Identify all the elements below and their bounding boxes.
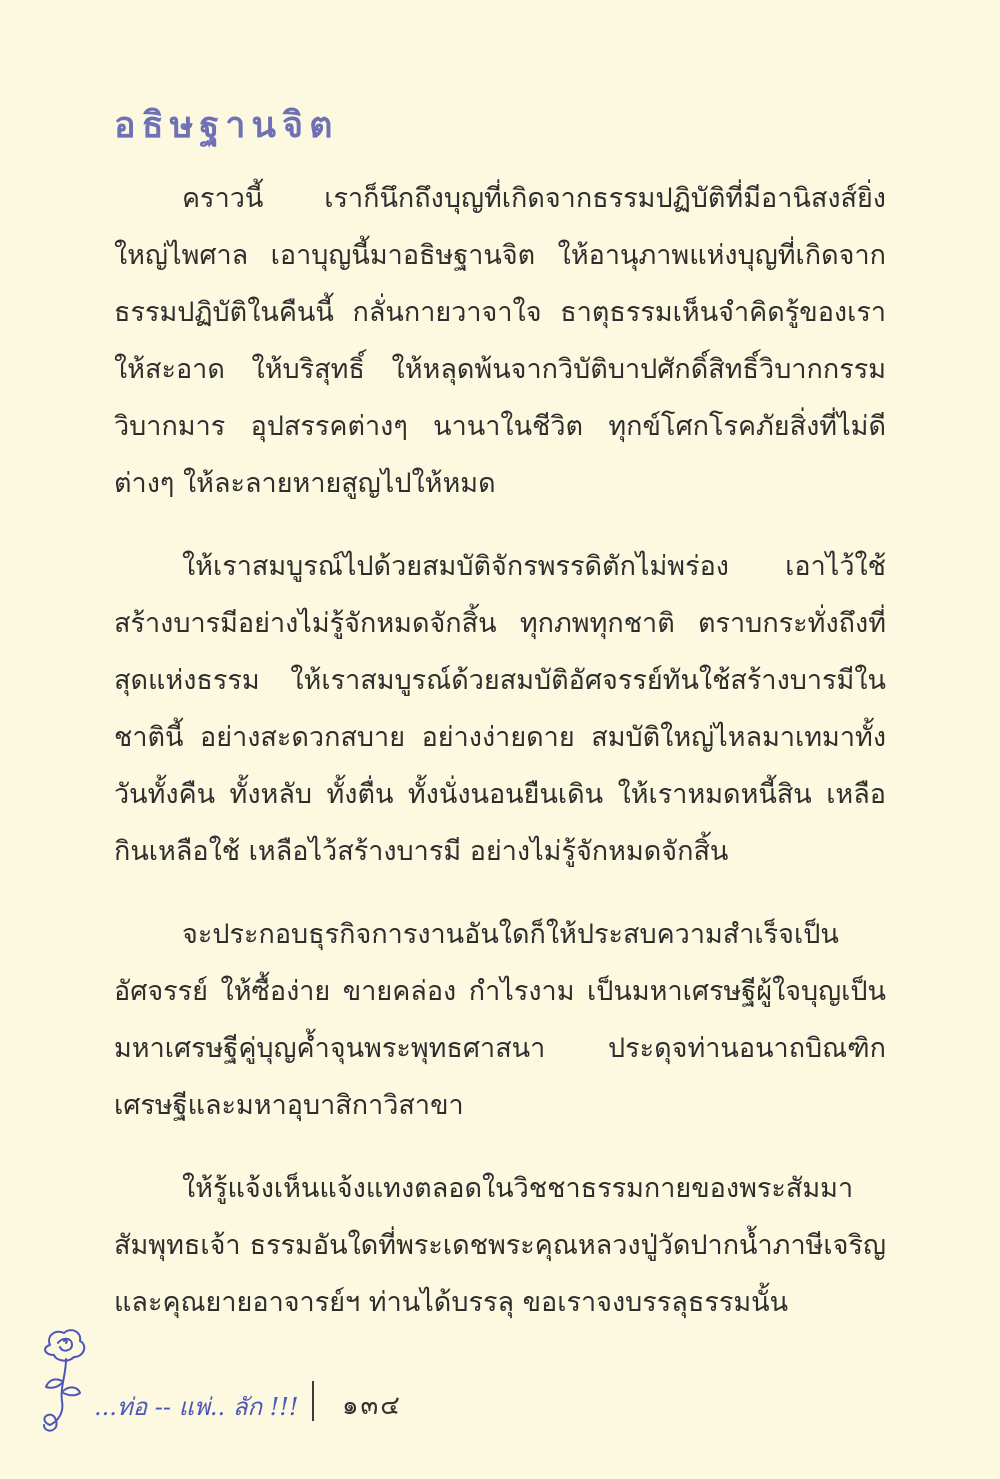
page-number: ๑๓๔ — [342, 1391, 402, 1421]
page-footer — [36, 1325, 536, 1445]
body-text — [114, 170, 886, 1357]
paragraph-4: ให้รู้แจ้งเห็นแจ้งแทงตลอดในวิชชาธรรมกายของพระสัมมาสัมพุทธเจ้า ธรรมอันใดที่พระเดชพระคุณหลวงปู่วัดปากน้ำภาษีเจริญ และคุณยายอาจารย์ฯ ท่านได้บรรลุ ขอเราจงบรรลุธรรมนั้น — [114, 1173, 886, 1318]
signature: ...ท่อ -- แพ่.. ลัก !!! — [94, 1393, 299, 1421]
paragraph-1: คราวนี้ เราก็นึกถึงบุญที่เกิดจากธรรมปฏิบัติที่มีอานิสงส์ยิ่งใหญ่ไพศาล เอาบุญนี้มาอธิษฐานจิต ให้อานุภาพแห่งบุญที่เกิดจากธรรมปฏิบัติในคืนนี้ กลั่นกายวาจาใจ ธาตุธรรมเห็นจำคิดรู้ของเราให้สะอาด ให้บริสุทธิ์ ให้หลุดพ้นจากวิบัติบาปศักดิ์สิทธิ์วิบากกรรมวิบากมาร อุปสรรคต่างๆ นานาในชีวิต ทุกข์โศกโรคภัยสิ่งที่ไม่ดีต่างๆ ให้ละลายหายสูญไปให้หมด — [114, 183, 886, 499]
page-title: อธิษฐานจิต — [114, 104, 339, 146]
rose-doodle-icon — [38, 1325, 98, 1435]
paragraph-2: ให้เราสมบูรณ์ไปด้วยสมบัติจักรพรรดิตักไม่พร่อง เอาไว้ใช้สร้างบารมีอย่างไม่รู้จักหมดจักสิ้น ทุกภพทุกชาติ ตราบกระทั่งถึงที่สุดแห่งธรรม ให้เราสมบูรณ์ด้วยสมบัติอัศจรรย์ทันใช้สร้างบารมีในชาตินี้ อย่างสะดวกสบาย อย่างง่ายดาย สมบัติใหญ่ไหลมาเทมาทั้งวันทั้งคืน ทั้งหลับ ทั้งตื่น ทั้งนั่งนอนยืนเดิน ให้เราหมดหนี้สิน เหลือกินเหลือใช้ เหลือไว้สร้างบารมี อย่างไม่รู้จักหมดจักสิ้น — [114, 551, 886, 867]
paragraph-3: จะประกอบธุรกิจการงานอันใดก็ให้ประสบความสำเร็จเป็นอัศจรรย์ ให้ซื้อง่าย ขายคล่อง กำไรงาม เป็นมหาเศรษฐีผู้ใจบุญเป็นมหาเศรษฐีคู่บุญค้ำจุนพระพุทธศาสนา ประดุจท่านอนาถบิณฑิกเศรษฐีและมหาอุบาสิกาวิสาขา — [114, 919, 886, 1121]
footer-divider — [312, 1381, 314, 1421]
